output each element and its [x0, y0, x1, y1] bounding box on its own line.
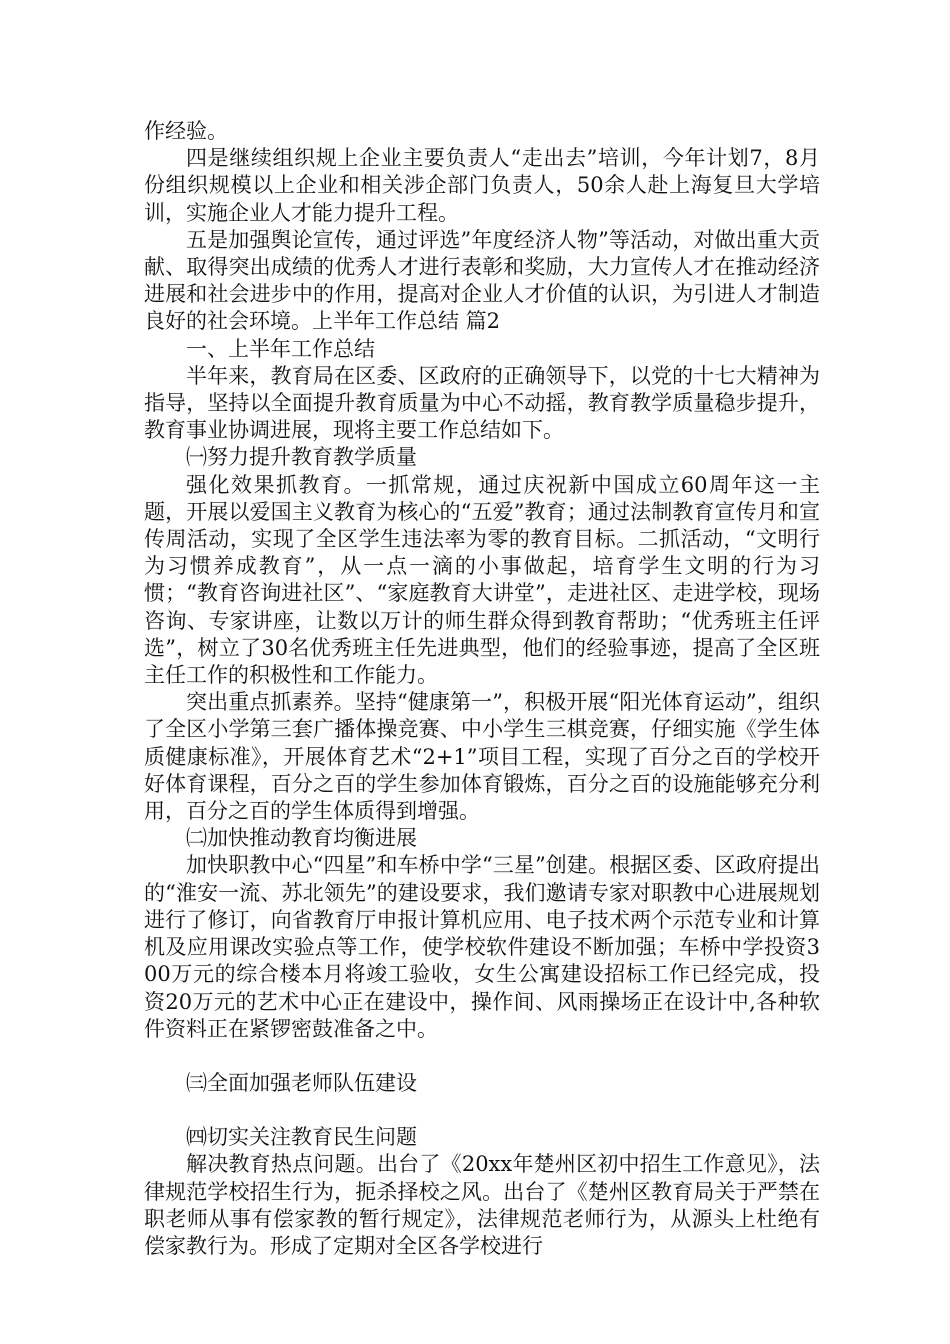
- document-page: [144, 118, 820, 1260]
- subheading-livelihood: ㈣切实关注教育民生问题: [186, 1125, 417, 1150]
- paragraph-item-four: 四是继续组织规上企业主要负责人“走出去”培训，今年计划7，8月份组织规模以上企业和相关涉企部门负责人，50余人赴上海复旦大学培训，实施企业人才能力提升工程。: [144, 146, 820, 225]
- paragraph-vocational-center: 加快职教中心“四星”和车桥中学“三星”创建。根据区委、区政府提出的“淮安一流、苏北领先”的建设要求，我们邀请专家对职教中心进展规划进行了修订，向省教育厅申报计算机应用、电子技术两个示范专业和计算机及应用课改实验点等工作，使学校软件建设不断加强；车桥中学投资300万元的综合楼本月将竣工验收，女生公寓建设招标工作已经完成，投资20万元的艺术中心正在建设中，操作间、风雨操场正在设计中,各种软件资料正在紧锣密鼓准备之中。: [144, 853, 820, 1041]
- paragraph-continuation: 作经验。: [144, 119, 228, 143]
- paragraph-item-five: 五是加强舆论宣传，通过评选”年度经济人物”等活动，对做出重大贡献、取得突出成绩的优秀人才进行表彰和奖励，大力宣传人才在推动经济进展和社会进步中的作用，提高对企业人才价值的认识，为引进人才制造良好的社会环境。上半年工作总结 篇2: [144, 227, 820, 334]
- subheading-quality: ㈠努力提升教育教学质量: [186, 445, 417, 470]
- section-heading-summary: 一、上半年工作总结: [186, 336, 375, 361]
- paragraph-intro: 半年来，教育局在区委、区政府的正确领导下，以党的十七大精神为指导，坚持以全面提升教育质量为中心不动摇，教育教学质量稳步提升，教育事业协调进展，现将主要工作总结如下。: [144, 363, 820, 443]
- paragraph-quality-focus: 突出重点抓素养。坚持“健康第一”，积极开展“阳光体育运动”，组织了全区小学第三套广播体操竞赛、中小学生三棋竞赛，仔细实施《学生体质健康标准》，开展体育艺术“2+1”项目工程，实现了百分之百的学校开好体育课程，百分之百的学生参加体育锻炼，百分之百的设施能够充分利用，百分之百的学生体质得到增强。: [144, 690, 820, 824]
- subheading-balance: ㈡加快推动教育均衡进展: [186, 826, 417, 851]
- paragraph-hot-issues: 解决教育热点问题。出台了《20xx年楚州区初中招生工作意见》，法律规范学校招生行为，扼杀择校之风。出台了《楚州区教育局关于严禁在职老师从事有偿家教的暂行规定》，法律规范老师行为，从源头上杜绝有偿家教行为。形成了定期对全区各学校进行: [144, 1152, 820, 1258]
- paragraph-education-effect: 强化效果抓教育。一抓常规，通过庆祝新中国成立60周年这一主题，开展以爱国主义教育为核心的“五爱”教育；通过法制教育宣传月和宣传周活动，实现了全区学生违法率为零的教育目标。二抓活动，“文明行为习惯养成教育”，从一点一滴的小事做起，培育学生文明的行为习惯；“教育咨询进社区”、“家庭教育大讲堂”，走进社区、走进学校，现场咨询、专家讲座，让数以万计的师生群众得到教育帮助；“优秀班主任评选”，树立了30名优秀班主任先进典型，他们的经验事迹，提高了全区班主任工作的积极性和工作能力。: [144, 472, 820, 688]
- subheading-teachers: ㈢全面加强老师队伍建设: [186, 1070, 417, 1095]
